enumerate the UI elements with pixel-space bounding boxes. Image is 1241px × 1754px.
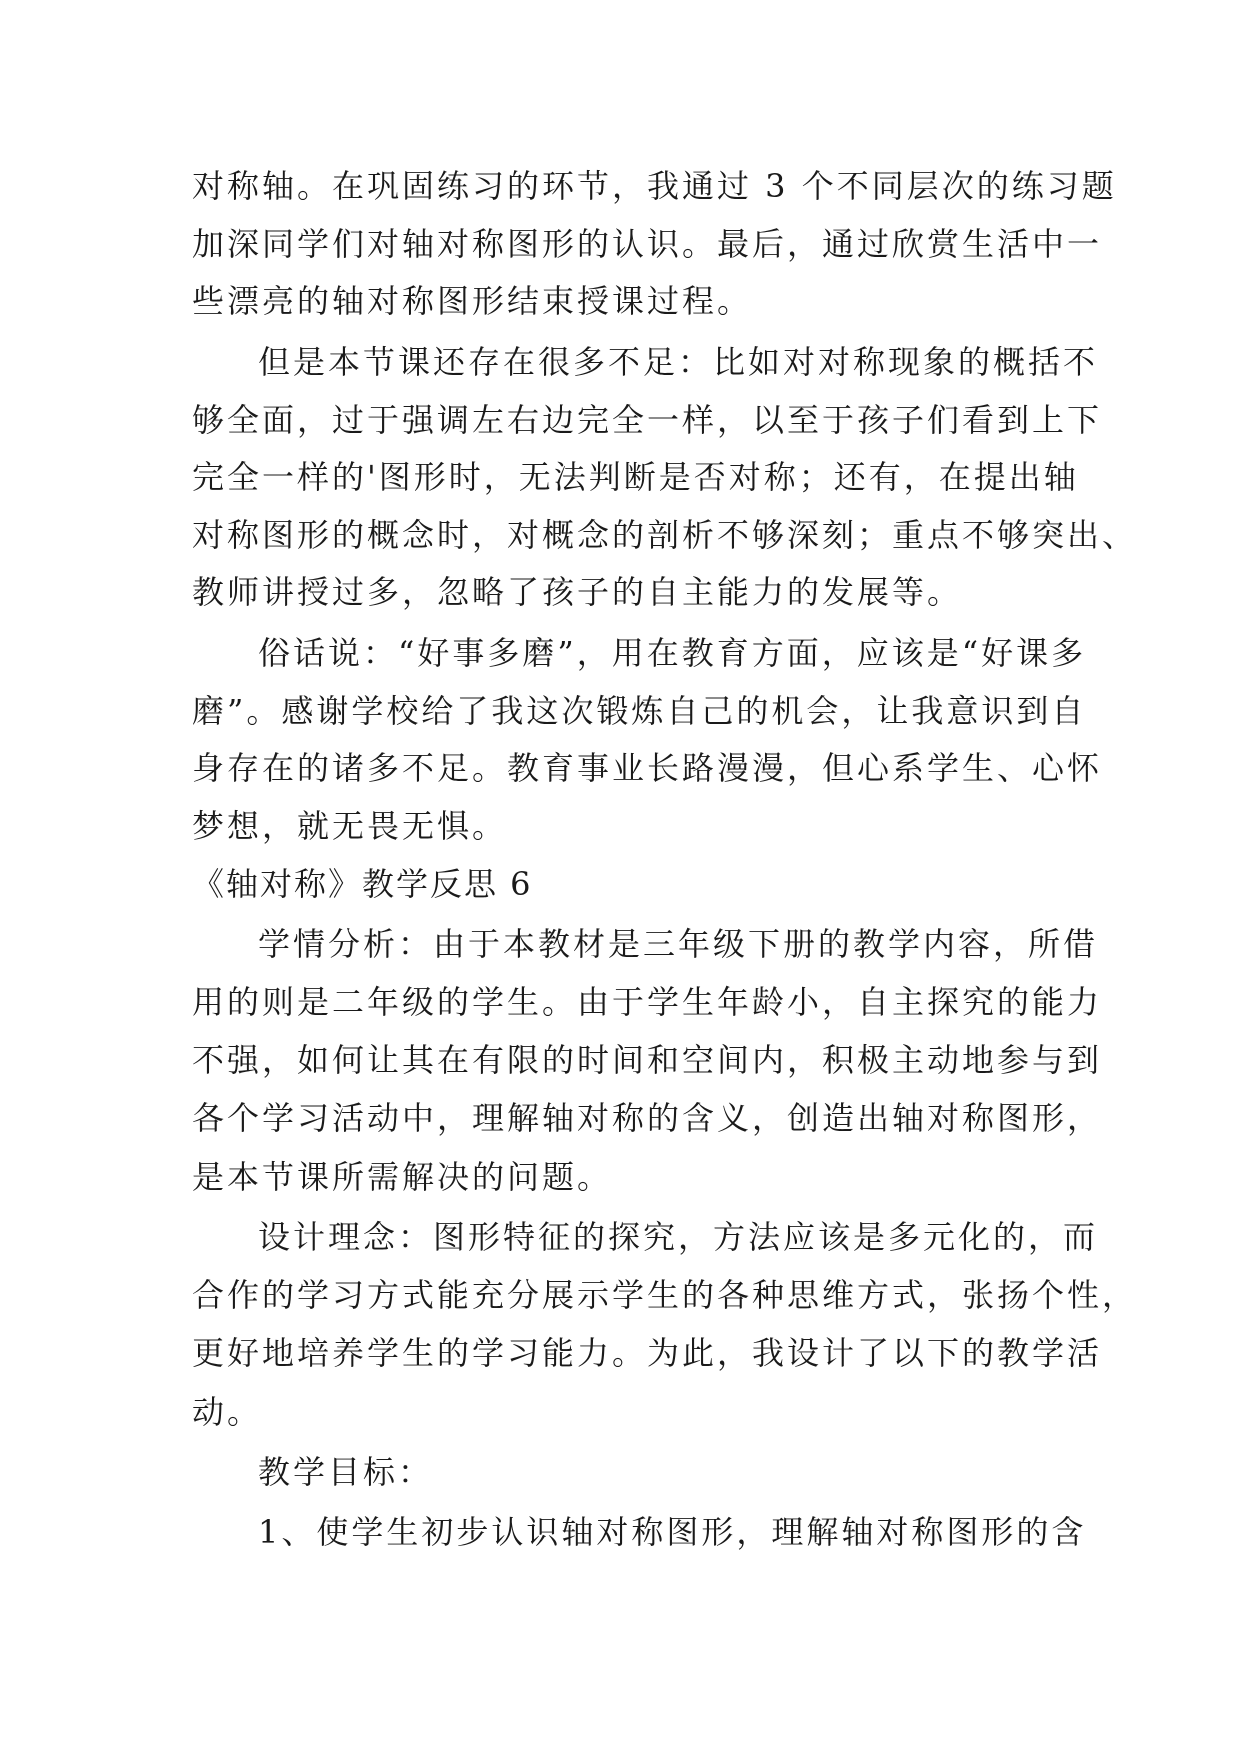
text-line: 完全一样的'图形时，无法判断是否对称；还有，在提出轴 [192,458,1079,496]
text-line: 合作的学习方式能充分展示学生的各种思维方式，张扬个性， [192,1276,1138,1314]
text-line: 是本节课所需解决的问题。 [192,1158,613,1196]
paragraph-start: 学情分析：由于本教材是三年级下册的教学内容，所借 [258,925,1099,963]
text-line: 对称图形的概念时，对概念的剖析不够深刻；重点不够突出、 [192,516,1138,554]
text-line: 不强，如何让其在有限的时间和空间内，积极主动地参与到 [192,1041,1103,1079]
text-line: 梦想，就无畏无惧。 [192,807,508,845]
text-line: 动。 [192,1393,263,1431]
text-line: 用的则是二年级的学生。由于学生年龄小，自主探究的能力 [192,983,1103,1021]
text-line: 些漂亮的轴对称图形结束授课过程。 [192,282,753,320]
text-line: 更好地培养学生的学习能力。为此，我设计了以下的教学活 [192,1334,1103,1372]
paragraph-start: 1、使学生初步认识轴对称图形，理解轴对称图形的含 [258,1513,1087,1551]
text-line: 够全面，过于强调左右边完全一样，以至于孩子们看到上下 [192,401,1103,439]
paragraph-start: 但是本节课还存在很多不足：比如对对称现象的概括不 [258,343,1099,381]
text-line: 加深同学们对轴对称图形的认识。最后，通过欣赏生活中一 [192,225,1103,263]
section-heading: 《轴对称》教学反思 6 [192,865,533,903]
text-line: 各个学习活动中，理解轴对称的含义，创造出轴对称图形， [192,1099,1103,1137]
paragraph-start: 俗话说：“好事多磨”，用在教育方面，应该是“好课多 [258,634,1087,672]
text-line: 身存在的诸多不足。教育事业长路漫漫，但心系学生、心怀 [192,749,1103,787]
paragraph-start: 教学目标： [258,1453,434,1491]
text-line: 磨”。感谢学校给了我这次锻炼自己的机会，让我意识到自 [192,692,1087,730]
paragraph-start: 设计理念：图形特征的探究，方法应该是多元化的，而 [258,1218,1099,1256]
text-line: 教师讲授过多，忽略了孩子的自主能力的发展等。 [192,573,963,611]
text-line: 对称轴。在巩固练习的环节，我通过 3 个不同层次的练习题 [192,167,1117,205]
